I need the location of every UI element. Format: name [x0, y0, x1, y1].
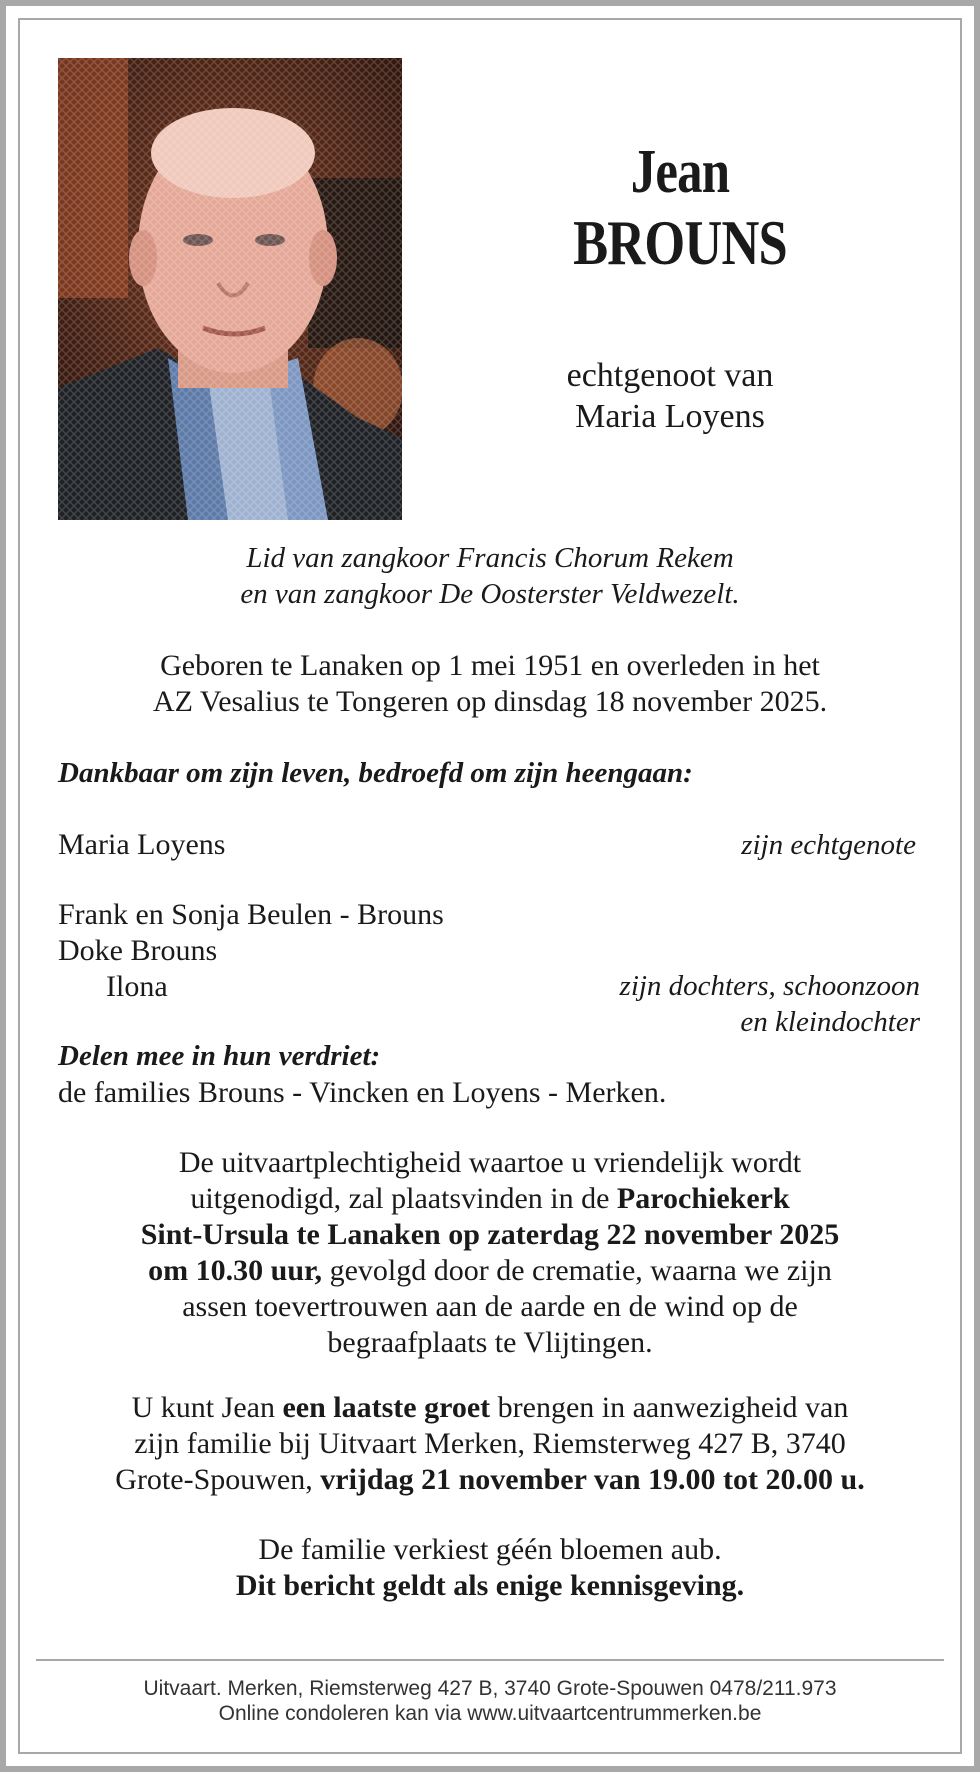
spouse-name: Maria Loyens	[58, 828, 226, 861]
funeral-church: Parochiekerk	[616, 1182, 790, 1215]
spouse-relation	[470, 355, 870, 437]
birth-line-1: Geboren te Lanaken op 1 mei 1951 en overleden in het	[160, 649, 820, 682]
portrait-image	[58, 58, 402, 520]
birth-line-2: AZ Vesalius te Tongeren op dinsdag 18 november 2025.	[152, 685, 828, 718]
funeral-line-2-text: uitgenodigd, zal plaatsvinden in de	[190, 1182, 617, 1215]
footer-line-2: Online condoleren kan via www.uitvaartcentrummerken.be	[218, 1702, 762, 1725]
greeting-line-1-a: U kunt Jean	[131, 1391, 283, 1424]
greeting-emphasis: een laatste groet	[282, 1391, 491, 1424]
greeting-line-2: zijn familie bij Uitvaart Merken, Riemsterweg 427 B, 3740	[134, 1427, 846, 1460]
closing-text	[40, 1532, 940, 1604]
last-greeting	[40, 1390, 940, 1498]
membership-line-1: Lid van zangkoor Francis Chorum Rekem	[246, 542, 734, 574]
spouse-line-1: echtgenoot van	[566, 357, 774, 394]
child-1: Frank en Sonja Beulen - Brouns	[58, 898, 444, 931]
birth-death-text	[40, 648, 940, 720]
first-name: Jean	[630, 138, 730, 206]
greeting-line-3-a: Grote-Spouwen,	[115, 1463, 321, 1496]
footer	[36, 1676, 944, 1726]
funeral-line-3	[40, 1217, 940, 1253]
closing-notice: Dit bericht geldt als enige kennisgeving.	[235, 1569, 745, 1602]
deceased-name	[500, 138, 860, 279]
funeral-line-5: assen toevertrouwen aan de aarde en de wind op de	[182, 1290, 798, 1323]
closing-line-2	[40, 1568, 940, 1604]
funeral-time: om 10.30 uur,	[148, 1254, 323, 1287]
spouse-line-2: Maria Loyens	[575, 398, 765, 435]
funeral-line-4-text: gevolgd door de crematie, waarna we zijn	[322, 1254, 832, 1287]
greeting-line-1	[40, 1390, 940, 1426]
grandchild: Ilona	[106, 970, 168, 1003]
last-name: BROUNS	[573, 207, 787, 279]
membership-text	[40, 540, 940, 612]
share-heading: Delen mee in hun verdriet:	[58, 1040, 381, 1072]
greeting-line-3	[40, 1462, 940, 1498]
funeral-line-6: begraafplaats te Vlijtingen.	[327, 1326, 653, 1359]
greeting-time: vrijdag 21 november van 19.00 tot 20.00 u.	[320, 1463, 865, 1496]
children-role-line-2: en kleindochter	[740, 1006, 920, 1038]
portrait-photo	[58, 58, 402, 520]
funeral-details	[40, 1145, 940, 1361]
child-2: Doke Brouns	[58, 934, 218, 967]
children-role	[620, 968, 920, 1040]
footer-line-1: Uitvaart. Merken, Riemsterweg 427 B, 3740 Grote-Spouwen 0478/211.973	[143, 1677, 837, 1700]
closing-line-1: De familie verkiest géén bloemen aub.	[258, 1533, 722, 1566]
spouse-role: zijn echtgenote	[741, 829, 916, 861]
greeting-line-1-b: brengen in aanwezigheid van	[490, 1391, 849, 1424]
footer-divider	[36, 1659, 944, 1661]
membership-line-2: en van zangkoor De Oosterster Veldwezelt.	[240, 578, 740, 610]
children-list	[58, 897, 444, 1005]
funeral-line-4	[40, 1253, 940, 1289]
children-role-line-1: zijn dochters, schoonzoon	[619, 970, 920, 1002]
funeral-date: Sint-Ursula te Lanaken op zaterdag 22 november 2025	[140, 1218, 840, 1251]
funeral-line-2	[40, 1181, 940, 1217]
funeral-line-1: De uitvaartplechtigheid waartoe u vriendelijk wordt	[178, 1146, 802, 1179]
share-text: de families Brouns - Vincken en Loyens - Merken.	[58, 1076, 667, 1109]
grateful-heading: Dankbaar om zijn leven, bedroefd om zijn heengaan:	[58, 757, 693, 789]
